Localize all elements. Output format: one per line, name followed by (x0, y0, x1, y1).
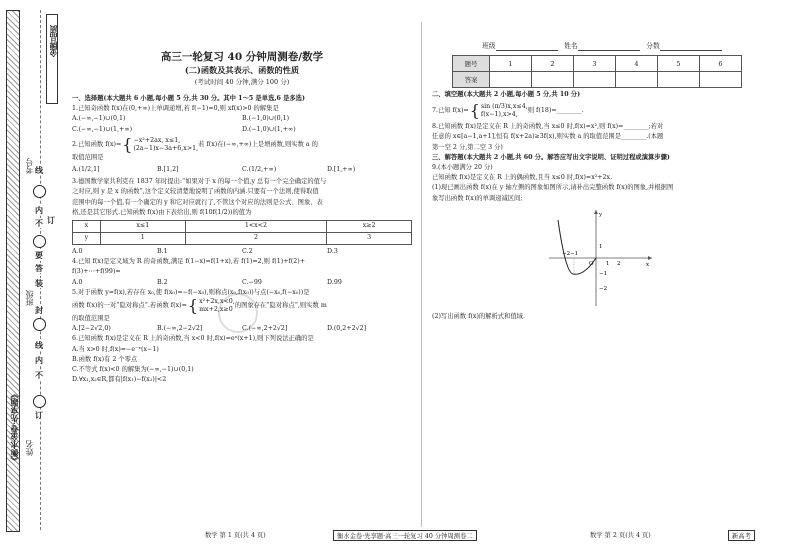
tick-label: −2 (562, 250, 571, 257)
option-a[interactable]: A.(−∞,−1)∪(0,1) (72, 115, 126, 123)
score-label: 分数 (646, 42, 660, 50)
tick-label: −1 (570, 250, 579, 257)
footer-right: 数学 第 2 页(共 4 页) (590, 532, 651, 539)
q9-line: 象写出函数 f(x)的单调递减区间; (432, 194, 523, 202)
piecewise-cases (199, 298, 235, 314)
footer-left: 数学 第 1 页(共 4 页) (205, 532, 266, 539)
tick-label: O (589, 260, 594, 267)
option-d[interactable]: D.[1,+∞) (327, 166, 356, 174)
tick-label: −1 (599, 270, 608, 277)
option-b[interactable]: B.(−1,0)∪(0,1) (242, 115, 290, 123)
q5-prefix: 函数 f(x)的一对“隐对称点”.若函数 f(x)= (72, 301, 187, 309)
q3-line: 格,还是其它形式.已知函数 f(x)由下表给出,则 f(10f(1/2))的值为 (72, 208, 252, 216)
table-cell: x≤1 (100, 221, 185, 233)
table-cell: 1 (100, 233, 185, 245)
table-cell: 1 (490, 56, 532, 72)
seal-char: 不 (35, 218, 43, 228)
option-d[interactable]: D.(−1,0)∪(1,+∞) (242, 125, 296, 133)
q9-line: 9.(本小题满分 20 分) (432, 164, 493, 172)
q2-options (72, 165, 412, 175)
binding-strip (2, 0, 60, 550)
option-b[interactable]: B.函数 f(x)有 2 个零点 (72, 355, 138, 363)
q6-line: 6.已知函数 f(x)是定义在 R 上的奇函数,当 x<0 时,f(x)=eˣ(x+1),则下列说法正确的是 (72, 335, 314, 343)
answer-table (452, 55, 742, 88)
q5-suffix: 的图象存在“隐对称点”,则实数 m (234, 301, 327, 309)
option-d[interactable]: D.99 (327, 278, 342, 286)
seal-char: 订 (47, 215, 55, 225)
axis-label: x (646, 261, 650, 268)
option-a[interactable]: A.0 (72, 248, 83, 256)
q5-piecewise (72, 298, 327, 314)
page-title: 高三一轮复习 40 分钟周测卷/数学 (160, 51, 324, 63)
student-info-header (482, 40, 722, 51)
q7-suffix: 则 f(18)=________. (527, 107, 584, 115)
binding-hole (33, 395, 46, 408)
brace-glyph: { (469, 101, 480, 121)
binding-hole (33, 318, 46, 331)
answer-cell[interactable] (616, 72, 658, 88)
seal-char: 订 (35, 410, 43, 420)
seal-char: 内 (35, 355, 43, 365)
brace-glyph: { (187, 296, 199, 316)
answer-cell[interactable] (700, 72, 742, 88)
table-row (73, 233, 412, 245)
section-heading: 一、选择题(本大题共 6 小题,每小题 5 分,共 30 分。其中 1～5 是单选,6 是多选) (72, 95, 305, 102)
footer-badge: 新高考 (728, 530, 755, 541)
table-row (453, 72, 742, 88)
tick-label: 1 (599, 243, 603, 250)
table-row (73, 221, 412, 233)
table-cell: 1<x<2 (185, 221, 327, 233)
class-label: 班级 (482, 42, 496, 50)
option-c[interactable]: C.不等式 f(x)<0 的解集为(−∞,−1)∪(0,1) (72, 366, 194, 374)
table-cell: 题号 (453, 56, 490, 72)
option-a[interactable]: A.0 (72, 278, 83, 286)
exam-number-label: 考号 (25, 158, 34, 174)
value-table (72, 220, 412, 245)
function-graph (544, 208, 654, 308)
case-2: f(x−1),x>4, (480, 111, 518, 119)
score-field[interactable] (660, 42, 722, 51)
answer-cell[interactable] (532, 72, 574, 88)
table-cell: 2 (185, 233, 327, 245)
table-cell: 6 (700, 56, 742, 72)
x-axis-arrow (648, 256, 652, 260)
name-field[interactable] (578, 42, 640, 51)
case-1: x²+2x,x<0, (199, 298, 235, 306)
brace-glyph: { (122, 134, 133, 154)
q5-line3: 的取值范围是 (72, 315, 110, 323)
option-a[interactable]: A.当 x>0 时,f(x)=−e⁻ˣ(x−1) (72, 345, 159, 353)
option-a[interactable]: A.(1/2,1] (72, 166, 100, 174)
seal-char: 封 (35, 305, 43, 315)
q8-line: 8.已知函数 f(x)是定义在 R 上的奇函数,当 x≤0 时,f(x)=x²,则 f(x)=________;若对 (432, 123, 664, 131)
table-cell: x≥2 (327, 221, 412, 233)
option-b[interactable]: B.[1,2] (157, 166, 179, 174)
table-cell: 5 (658, 56, 700, 72)
left-page (72, 50, 412, 385)
q5-line: 5.对于函数 y=f(x),若存在 x₀,使 f(x₀)=−f(−x₀),则称点(x₀,f(x₀))与点(−x₀,f(−x₀))是 (72, 288, 310, 296)
option-c[interactable]: C.(−∞,2+2√2] (242, 325, 288, 333)
q2-prefix: 2.已知函数 f(x)= (72, 140, 122, 148)
piecewise-cases (133, 137, 198, 153)
tick-label: −2 (599, 285, 608, 292)
table-row (453, 56, 742, 72)
q3-line: 3.德国数学家共利克在 1837 年时提出:“如果对于 x 的每一个值,y 总有一个完全确定的值与 (72, 178, 327, 186)
case-1: −x²+2ax, x≤1, (133, 136, 181, 144)
seal-char: 线 (35, 340, 43, 350)
q8-line: 任意的 x∈[a−1,a+1],恒有 f(x+2a)≥3f(x),则实数 a 的取值范围是________.(本题 (432, 133, 664, 141)
q1-options (72, 125, 412, 135)
seal-char: 不 (35, 370, 43, 380)
seal-char: 内 (35, 205, 43, 215)
tick-label: 2 (617, 260, 621, 267)
q9-part2: (2)写出函数 f(x)的解析式和值域. (432, 312, 525, 320)
option-c[interactable]: C.−99 (242, 278, 262, 286)
option-c[interactable]: C.(1/2,+∞) (242, 166, 277, 174)
question-1: 1.已知奇函数 f(x)在(0,+∞)上单调递增,若 f(−1)=0,则 xf(x)>0 的解集是 (72, 105, 279, 113)
case-1: sin (π/3)x,x≤4, (480, 103, 528, 111)
q2-line2: 取值范围是 (72, 153, 104, 161)
binding-hole (33, 185, 46, 198)
page-subtitle: (二)函数及其表示、函数的性质 (184, 65, 300, 75)
q8-line: 第一空 2 分,第二空 3 分) (432, 143, 503, 151)
case-2: (2a−1)x−3a+6,x>1, (133, 144, 199, 152)
table-cell: 3 (574, 56, 616, 72)
q9-line: (1)现已画出函数 f(x)在 y 轴左侧的图象如图所示,请补出完整函数 f(x)的图象,并根据图 (432, 184, 674, 192)
answer-cell[interactable] (574, 72, 616, 88)
section-heading: 三、解答题(本大题共 2 小题,共 60 分。解答应写出文字说明、证明过程或演算步骤) (432, 153, 670, 161)
tick-label: 1 (606, 260, 610, 267)
exam-note: (考试时间 40 分钟,满分 100 分) (194, 78, 290, 86)
option-b[interactable]: B.(−∞,2−2√2] (157, 325, 203, 333)
q2-suffix: 若 f(x)在(−∞,+∞)上是增函数,则实数 a 的 (198, 140, 318, 148)
q1-options (72, 114, 412, 124)
option-c[interactable]: C.2 (242, 248, 253, 256)
q4-line: 4.已知 f(x)是定义域为 R 的奇函数,满足 f(1−x)=f(1+x),若 f(1)=2,则 f(1)+f(2)+ (72, 258, 306, 266)
q5-options (72, 324, 412, 334)
name-label: 姓名 (25, 440, 34, 456)
q3-line: 之对应,则 y 是 x 的函数”,这个定义较清楚地说明了函数的内涵.只要有一个法则,使得取值 (72, 188, 319, 196)
axis-label: y (599, 211, 603, 218)
right-page (432, 90, 784, 322)
q4-line: f(3)+⋯+f(99)= (72, 268, 121, 276)
option-d[interactable]: D.3 (327, 248, 338, 256)
table-cell: 4 (616, 56, 658, 72)
footer-center: 衡水金卷·先享题·高三一轮复习 40 分钟周测卷二 (333, 530, 477, 541)
answer-cell[interactable] (658, 72, 700, 88)
q3-options (72, 247, 412, 257)
table-cell: x (73, 221, 101, 233)
q3-line: 范围中的每一个值,有一个确定的 y 和它对应就行了,不管这个对应的法则是公式、图象、表 (72, 198, 323, 206)
table-cell: 答案 (453, 72, 490, 88)
q9-line: 已知函数 f(x)是定义在 R 上的偶函数,且当 x≤0 时,f(x)=x²+2x. (432, 174, 613, 182)
name-label: 姓名 (564, 42, 578, 50)
quality-box (46, 14, 58, 104)
question-2 (72, 134, 318, 154)
question-7 (432, 103, 584, 119)
class-field[interactable] (496, 42, 558, 51)
table-cell: 3 (327, 233, 412, 245)
answer-cell[interactable] (490, 72, 532, 88)
y-axis-arrow (594, 210, 598, 214)
seal-char: 要 (35, 250, 43, 260)
seal-char: 线 (35, 165, 43, 175)
table-cell: y (73, 233, 101, 245)
binding-hole (33, 235, 46, 248)
section-heading: 二、填空题(本大题共 2 小题,每小题 5 分,共 10 分) (432, 91, 581, 98)
option-c[interactable]: C.(−∞,−1)∪(1,+∞) (72, 125, 133, 133)
class-label: 班级 (25, 290, 34, 306)
seal-char: 装 (35, 278, 43, 288)
quality-label: 金牌品质 (48, 25, 58, 57)
page-divider (421, 22, 422, 527)
option-b[interactable]: B.2 (157, 278, 168, 286)
option-d[interactable]: D.(0,2+2√2] (327, 325, 367, 333)
brand-label: 《衡水金卷·先享题》 (9, 390, 19, 465)
option-d[interactable]: D.∀x₁,x₂∈R,都有|f(x₁)−f(x₂)|<2 (72, 376, 167, 384)
seal-char: 答 (35, 263, 43, 273)
q7-prefix: 7.已知 f(x)= (432, 107, 469, 115)
option-b[interactable]: B.1 (157, 248, 168, 256)
option-a[interactable]: A.[2−2√2,0) (72, 325, 111, 333)
case-2: mx+2,x≥0 (199, 306, 233, 314)
piecewise-cases (481, 103, 528, 119)
table-cell: 2 (532, 56, 574, 72)
q4-options (72, 278, 412, 288)
